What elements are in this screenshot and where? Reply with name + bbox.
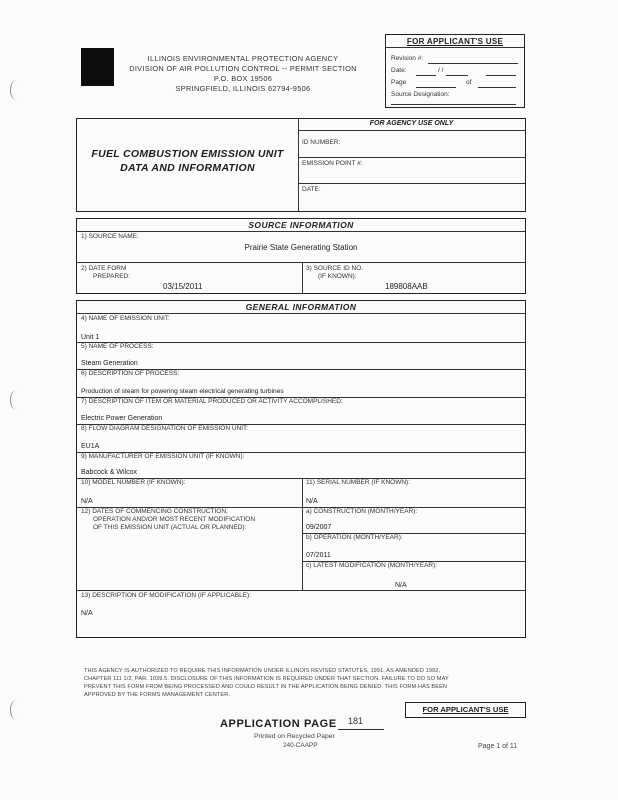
agency-date-label: DATE: — [302, 186, 321, 193]
agency-name: ILLINOIS ENVIRONMENTAL PROTECTION AGENCY — [147, 54, 339, 63]
date-field-month[interactable] — [416, 75, 436, 76]
date-prepared-value: 03/15/2011 — [163, 282, 203, 291]
manufacturer-value: Babcock & Wilcox — [81, 469, 138, 476]
binder-hole-mark-top — [10, 80, 23, 100]
process-name-label: 5) NAME OF PROCESS: — [81, 343, 154, 350]
serial-number-value: N/A — [306, 498, 318, 505]
page-label: Page — [391, 79, 407, 86]
date-prepared-label: 2) DATE FORM PREPARED: — [81, 265, 131, 280]
po-box: P.O. BOX 19506 — [213, 74, 273, 83]
page-field[interactable] — [416, 87, 456, 88]
application-page-value: 181 — [348, 716, 364, 726]
applicant-use-box — [385, 34, 525, 108]
page-number: Page 1 of 11 — [478, 743, 518, 750]
date-separators: / / — [438, 67, 444, 74]
modification-date-value: N/A — [395, 582, 407, 589]
model-number-value: N/A — [81, 498, 93, 505]
modification-description-label: 13) DESCRIPTION OF MODIFICATION (IF APPLICABLE): — [81, 592, 251, 599]
item-produced-label: 7) DESCRIPTION OF ITEM OR MATERIAL PRODUCED OR ACTIVITY ACCOMPLISHED: — [81, 398, 343, 405]
binder-hole-mark-bottom — [10, 700, 23, 720]
source-id-label: 3) SOURCE ID NO. (IF KNOWN): — [306, 265, 364, 280]
emission-unit-name-label: 4) NAME OF EMISSION UNIT: — [81, 315, 170, 322]
model-number-label: 10) MODEL NUMBER (IF KNOWN): — [81, 479, 186, 486]
division-name: DIVISION OF AIR POLLUTION CONTROL -- PERMIT SECTION — [129, 64, 357, 73]
source-information-section — [76, 218, 526, 294]
date-field-year[interactable] — [486, 75, 516, 76]
general-information-title: GENERAL INFORMATION — [245, 302, 357, 312]
form-title-box — [76, 118, 526, 212]
revision-field[interactable] — [428, 63, 518, 64]
agency-header — [118, 54, 368, 94]
construction-date-value: 09/2007 — [306, 524, 332, 531]
source-designation-label: Source Designation: — [391, 91, 450, 98]
process-description-label: 6) DESCRIPTION OF PROCESS: — [81, 370, 180, 377]
operation-date-value: 07/2011 — [306, 552, 331, 559]
process-description-value: Production of steam for powering steam electrical generating turbines — [81, 388, 284, 395]
operation-date-label: b) OPERATION (MONTH/YEAR): — [306, 534, 403, 541]
city-state: SPRINGFIELD, ILLINOIS 62794-9506 — [175, 84, 311, 93]
form-title-line1: FUEL COMBUSTION EMISSION UNIT — [91, 148, 284, 160]
form-code: 240-CAAPP — [283, 742, 318, 749]
source-name-value: Prairie State Generating Station — [244, 243, 358, 252]
source-information-title: SOURCE INFORMATION — [248, 220, 354, 230]
date-label: Date: — [391, 67, 407, 74]
binder-hole-mark-middle — [10, 390, 23, 410]
form-title — [77, 147, 298, 175]
of-field[interactable] — [478, 87, 516, 88]
process-name-value: Steam Generation — [81, 360, 138, 367]
application-page-field — [338, 729, 384, 730]
id-number-label: ID NUMBER: — [302, 139, 341, 146]
date-field-day[interactable] — [446, 75, 468, 76]
agency-use-title: FOR AGENCY USE ONLY — [369, 120, 454, 127]
of-label: of — [466, 79, 472, 86]
manufacturer-label: 9) MANUFACTURER OF EMISSION UNIT (IF KNOWN): — [81, 453, 245, 460]
serial-number-label: 11) SERIAL NUMBER (IF KNOWN): — [306, 479, 411, 486]
form-title-line2: DATA AND INFORMATION — [120, 162, 255, 174]
modification-description-value: N/A — [81, 610, 93, 617]
footer-applicant-use-box — [405, 702, 526, 718]
application-page-label: APPLICATION PAGE — [220, 718, 337, 730]
disclosure-notice: THIS AGENCY IS AUTHORIZED TO REQUIRE THIS INFORMATION UNDER ILLINOIS REVISED STATUTES, 1991, AS AMENDED 1992, CHAPTER 111 1/2, PAR. 1039.5. DISCLOSURE OF THIS INFORMATION IS REQUIRED UNDER THAT SECTION. FAILURE TO DO SO MAY PREVENT THIS FORM FROM BEING PROCESSED AND COULD RESULT IN THE APPLICATION BEING DENIED. THIS FORM HAS BEEN APPROVED BY THE FORMS MANAGEMENT CENTER. — [84, 668, 449, 698]
agency-logo — [81, 48, 114, 86]
recycled-paper-note: Printed on Recycled Paper — [254, 733, 335, 740]
item-produced-value: Electric Power Generation — [81, 415, 163, 422]
modification-date-label: c) LATEST MODIFICATION (MONTH/YEAR): — [306, 562, 438, 569]
dates-label: 12) DATES OF COMMENCING CONSTRUCTION, OPERATION AND/OR MOST RECENT MODIFICATION OF THIS EMISSION UNIT (ACTUAL OR PLANNED): — [81, 508, 256, 531]
source-name-label: 1) SOURCE NAME: — [81, 233, 139, 240]
source-designation-field[interactable] — [391, 104, 516, 105]
construction-date-label: a) CONSTRUCTION (MONTH/YEAR): — [306, 508, 418, 515]
source-id-value: 189808AAB — [385, 282, 428, 291]
emission-point-label: EMISSION POINT #: — [302, 160, 363, 167]
revision-label: Revision #: — [391, 55, 424, 62]
flow-diagram-label: 8) FLOW DIAGRAM DESIGNATION OF EMISSION UNIT: — [81, 425, 249, 432]
general-information-section — [76, 300, 526, 638]
applicant-use-title: FOR APPLICANT'S USE — [406, 37, 504, 46]
emission-unit-name-value: Unit 1 — [81, 334, 100, 341]
footer-applicant-use-title: FOR APPLICANT'S USE — [422, 705, 509, 714]
flow-diagram-value: EU1A — [81, 443, 100, 450]
